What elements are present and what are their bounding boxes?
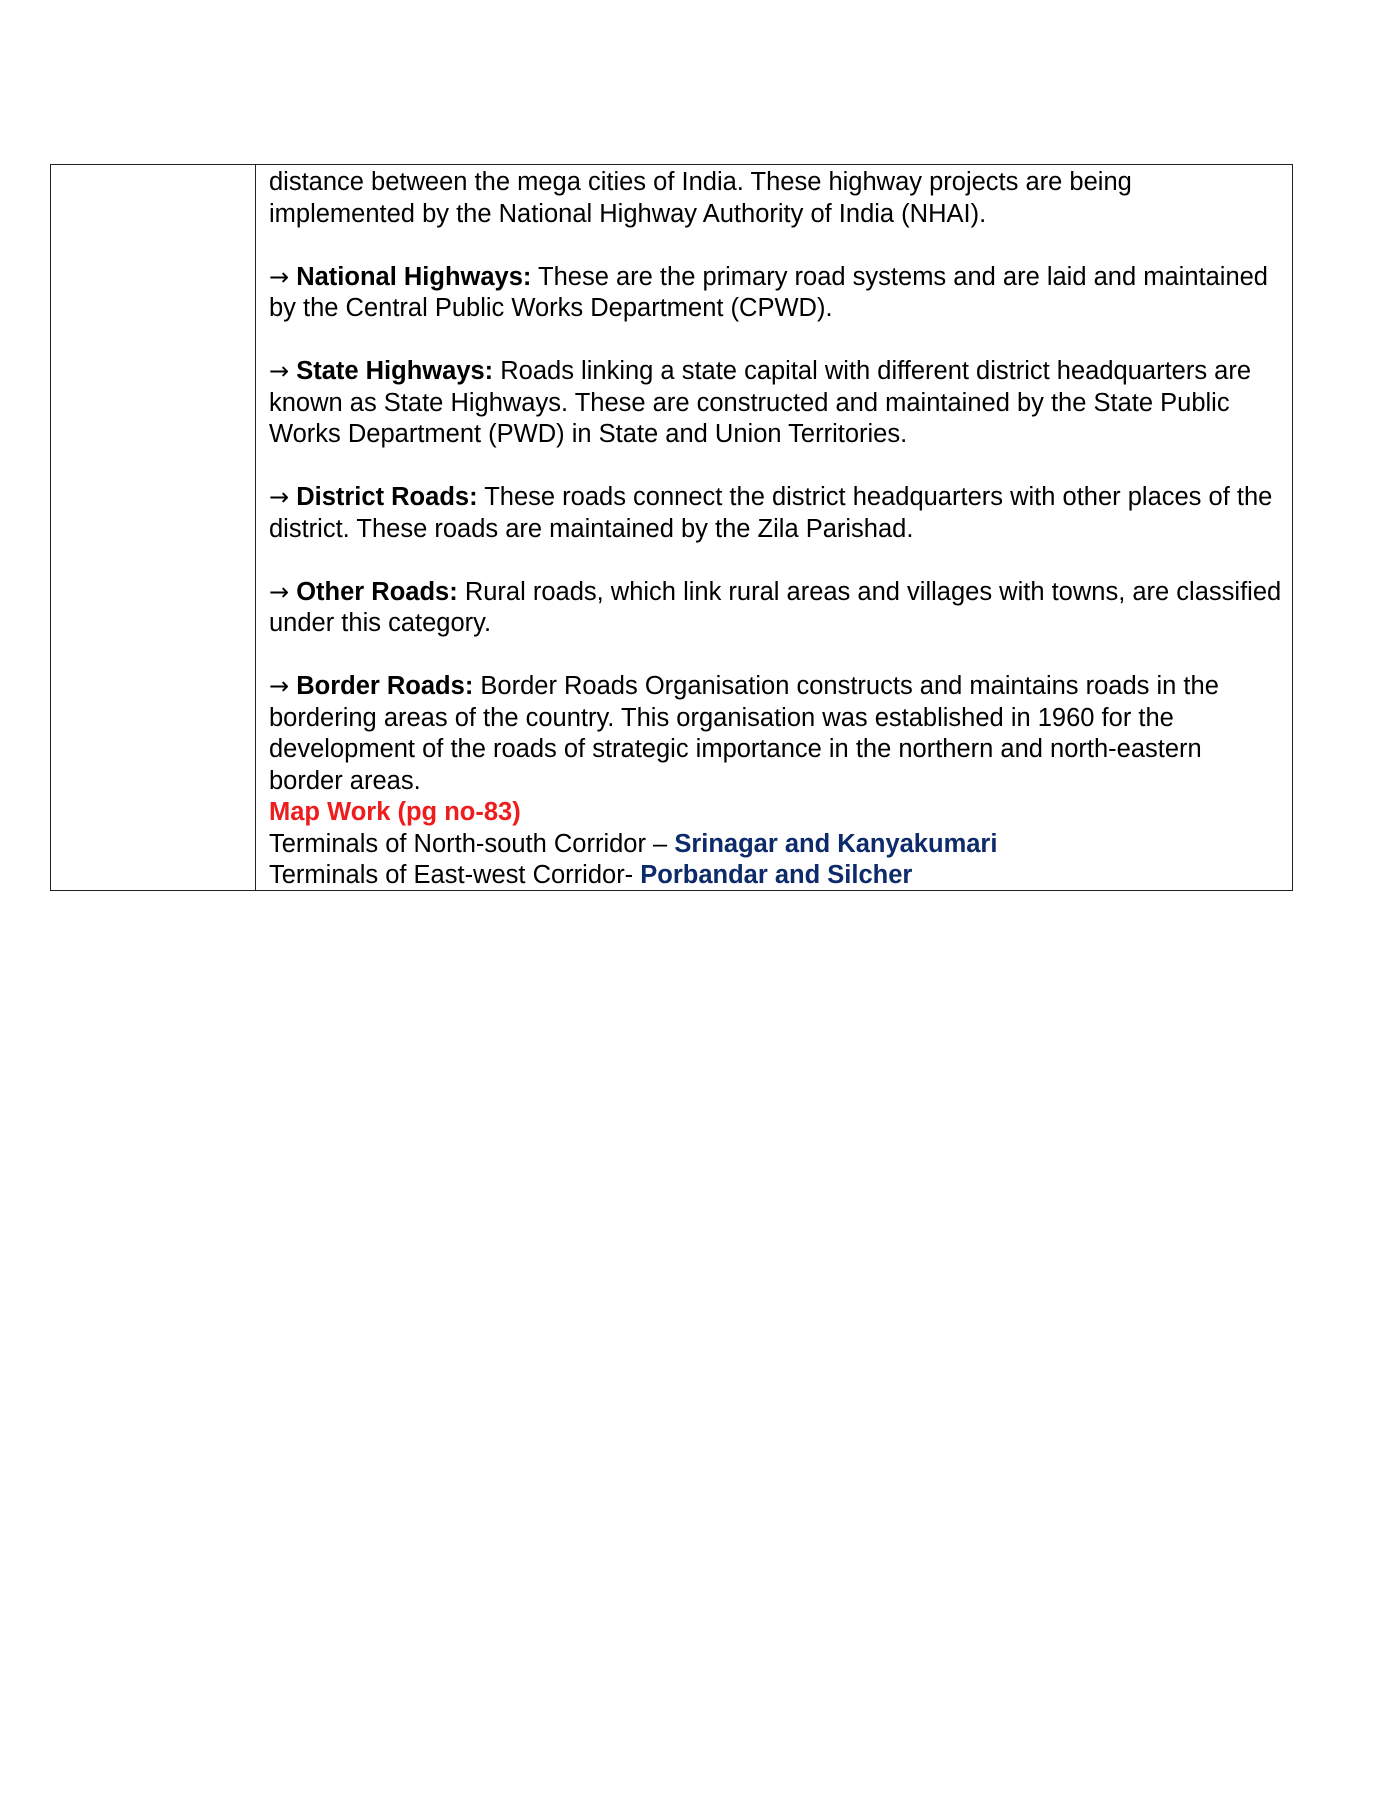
national-highways-term: National Highways: — [296, 262, 532, 291]
north-south-label: Terminals of North-south Corridor – — [269, 829, 675, 858]
arrow-icon: → — [269, 577, 290, 606]
border-roads-text: Border Roads Organisation constructs and maintains roads in the bordering areas of the country. This organisation was established in 1960 for the development of the roads of strategic importance in the northern and north-eastern border areas. — [269, 672, 1219, 795]
border-roads-paragraph — [269, 671, 1282, 797]
content-table — [50, 164, 1293, 891]
paragraph-spacer — [269, 325, 1282, 357]
paragraph-spacer — [269, 451, 1282, 483]
paragraph-spacer — [269, 640, 1282, 672]
arrow-icon: → — [269, 483, 290, 511]
table-left-column — [51, 165, 256, 890]
national-highways-text: These are the primary road systems and are laid and maintained by the Central Public Works Department (CPWD). — [269, 262, 1268, 322]
table-right-column — [256, 165, 1292, 890]
state-highways-text: Roads linking a state capital with different district headquarters are known as State Highways. These are constructed and maintained by the State Public Works Department (PWD) in State and Union Territories. — [269, 357, 1252, 448]
map-work-heading: Map Work (pg no-83) — [269, 798, 521, 826]
national-highways-paragraph — [269, 262, 1282, 325]
state-highways-term: State Highways: — [296, 357, 494, 385]
paragraph-spacer — [269, 545, 1282, 577]
east-west-terminals: Porbandar and Silcher — [640, 861, 913, 889]
state-highways-paragraph — [269, 356, 1282, 451]
north-south-corridor-line — [269, 829, 1282, 861]
border-roads-term: Border Roads: — [296, 672, 474, 700]
arrow-icon: → — [269, 262, 290, 291]
district-roads-text: These roads connect the district headquarters with other places of the district. These roads are maintained by the Zila Parishad. — [269, 483, 1273, 543]
paragraph-spacer — [269, 230, 1282, 262]
arrow-icon: → — [269, 357, 290, 385]
other-roads-paragraph — [269, 577, 1282, 640]
district-roads-paragraph — [269, 482, 1282, 545]
other-roads-text: Rural roads, which link rural areas and villages with towns, are classified under this category. — [269, 577, 1282, 637]
other-roads-term: Other Roads: — [296, 577, 458, 606]
north-south-terminals: Srinagar and Kanyakumari — [674, 829, 998, 858]
intro-paragraph: distance between the mega cities of India. These highway projects are being implemented by the National Highway Authority of India (NHAI). — [269, 168, 1132, 228]
east-west-label: Terminals of East-west Corridor- — [269, 861, 641, 889]
arrow-icon: → — [269, 672, 290, 700]
district-roads-term: District Roads: — [296, 483, 478, 511]
east-west-corridor-line — [269, 860, 1282, 892]
